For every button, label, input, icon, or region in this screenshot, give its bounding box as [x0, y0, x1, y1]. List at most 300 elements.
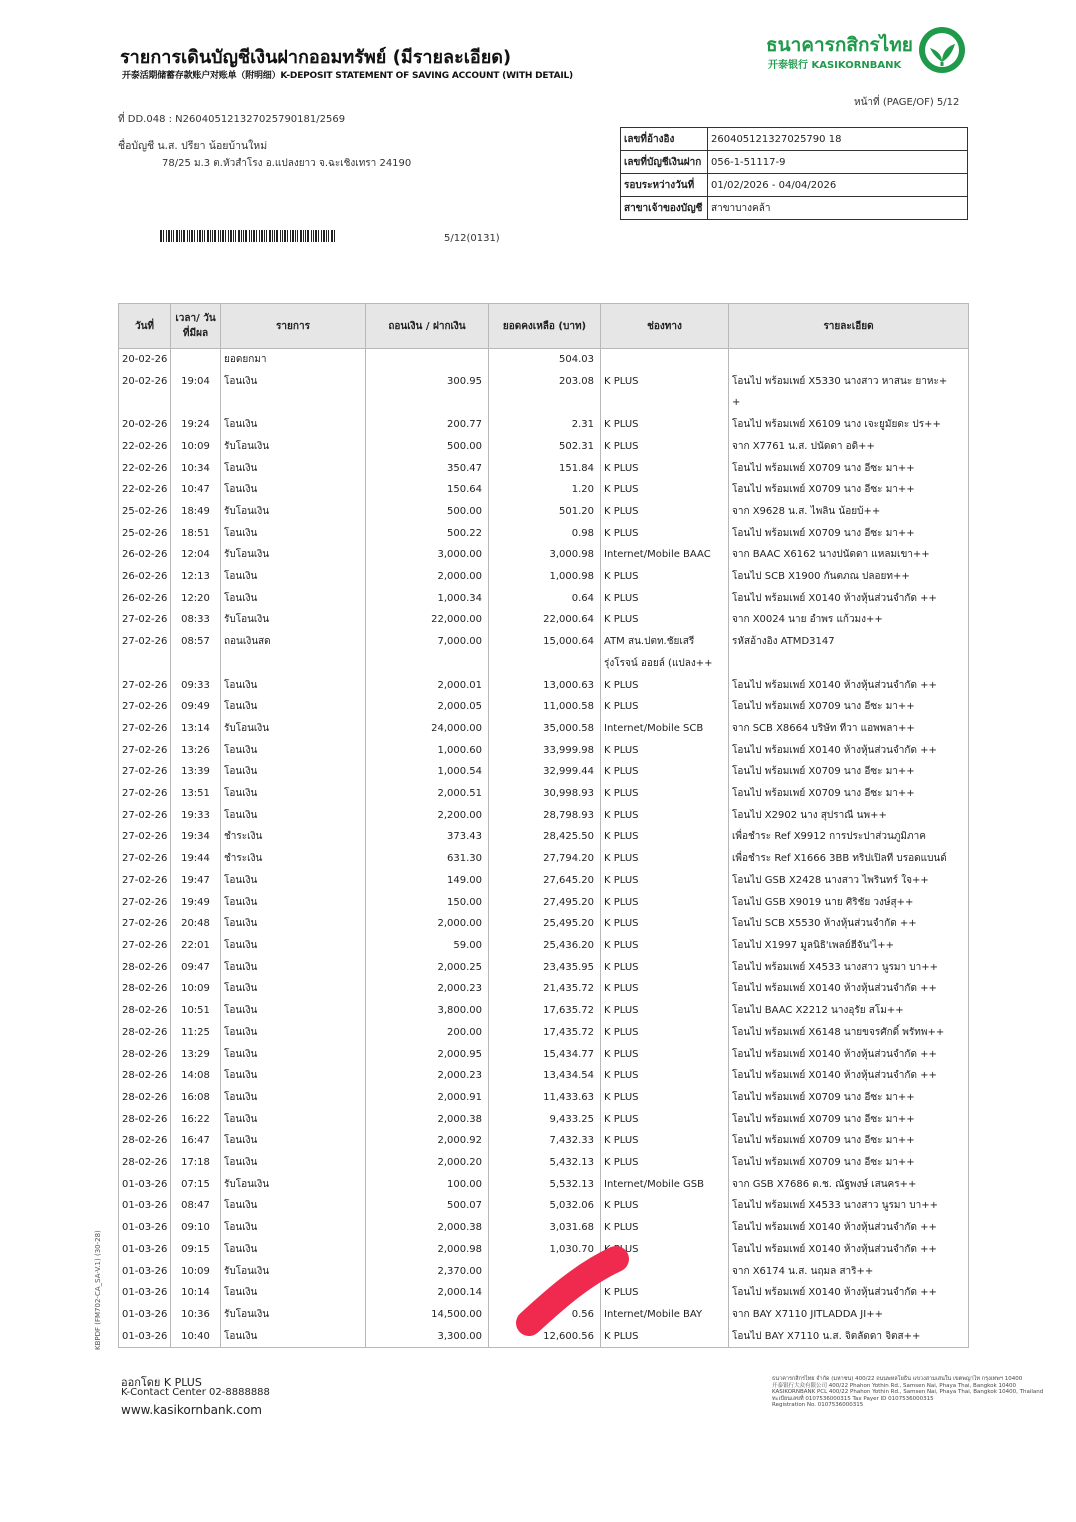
table-cell: 27-02-26 — [119, 892, 171, 914]
table-cell: 5,432.13 — [489, 1152, 601, 1174]
table-cell: 27-02-26 — [119, 718, 171, 740]
table-cell: 3,300.00 — [366, 1326, 489, 1348]
table-row — [119, 935, 969, 957]
table-cell: 13:14 — [171, 718, 221, 740]
table-cell: 30,998.93 — [489, 783, 601, 805]
table-cell: โอนเงิน — [221, 761, 366, 783]
table-cell: K PLUS — [601, 1044, 729, 1066]
table-cell: โอนไป พร้อมเพย์ X0140 ห้างหุ้นส่วนจำกัด ++ — [729, 978, 969, 1000]
table-cell: K PLUS — [601, 826, 729, 848]
table-cell: โอนเงิน — [221, 1044, 366, 1066]
table-cell: เพื่อชำระ Ref X9912 การประปาส่วนภูมิภาค — [729, 826, 969, 848]
table-cell: K PLUS — [601, 588, 729, 610]
table-cell: โอนไป พร้อมเพย์ X0709 นาง อีซะ มา++ — [729, 761, 969, 783]
account-info-table — [620, 127, 968, 220]
table-cell: K PLUS — [601, 1022, 729, 1044]
table-cell — [366, 392, 489, 414]
table-cell: 19:24 — [171, 414, 221, 436]
table-cell: 2,000.98 — [366, 1239, 489, 1261]
table-cell: K PLUS — [601, 1195, 729, 1217]
table-cell: 2,000.51 — [366, 783, 489, 805]
table-cell: K PLUS — [601, 696, 729, 718]
column-header: รายละเอียด — [729, 304, 969, 349]
table-cell: K PLUS — [601, 1282, 729, 1304]
issued-by: ออกโดย K PLUS — [121, 1376, 202, 1389]
table-cell: 27,794.20 — [489, 848, 601, 870]
table-cell: 27-02-26 — [119, 870, 171, 892]
table-cell: K PLUS — [601, 1130, 729, 1152]
table-cell: ชำระเงิน — [221, 826, 366, 848]
table-row — [119, 1109, 969, 1131]
table-row — [119, 870, 969, 892]
document-reference: ที่ DD.048 : N260405121327025790181/2569 — [118, 114, 346, 125]
table-cell: K PLUS — [601, 523, 729, 545]
kasikornbank-logo-icon — [918, 26, 966, 74]
table-cell — [171, 392, 221, 414]
statement-title-en: 开泰活期储蓄存款账户对账单（附明细）K-DEPOSIT STATEMENT OF SAVING ACCOUNT (WITH DETAIL) — [122, 71, 573, 81]
info-value: 260405121327025790 18 — [708, 128, 968, 151]
table-cell: โอนเงิน — [221, 783, 366, 805]
table-cell: โอนไป พร้อมเพย์ X0140 ห้างหุ้นส่วนจำกัด ++ — [729, 588, 969, 610]
table-cell: 27,645.20 — [489, 870, 601, 892]
table-cell: K PLUS — [601, 1065, 729, 1087]
table-cell: โอนไป GSB X9019 นาย ศิริชัย วงษ์สุ++ — [729, 892, 969, 914]
table-cell: โอนเงิน — [221, 523, 366, 545]
table-cell: โอนไป พร้อมเพย์ X0709 นาง อีซะ มา++ — [729, 523, 969, 545]
table-row — [119, 1195, 969, 1217]
table-cell: 17,635.72 — [489, 1000, 601, 1022]
table-cell: 3 — [489, 1261, 601, 1283]
table-cell — [119, 392, 171, 414]
table-cell: 08:33 — [171, 609, 221, 631]
table-cell: 27-02-26 — [119, 675, 171, 697]
table-cell: 373.43 — [366, 826, 489, 848]
table-cell: 14:08 — [171, 1065, 221, 1087]
table-cell: K PLUS — [601, 1109, 729, 1131]
table-cell: รับโอนเงิน — [221, 718, 366, 740]
table-cell: 19:04 — [171, 371, 221, 393]
table-cell: 19:34 — [171, 826, 221, 848]
table-cell: 1.20 — [489, 479, 601, 501]
table-cell: 9,433.25 — [489, 1109, 601, 1131]
table-cell: โอนไป พร้อมเพย์ X4533 นางสาว นูรมา บา++ — [729, 957, 969, 979]
table-cell: โอนไป พร้อมเพย์ X0709 นาง อีซะ มา++ — [729, 1109, 969, 1131]
table-cell: 150.00 — [366, 892, 489, 914]
table-cell: โอนไป พร้อมเพย์ X0709 นาง อีซะ มา++ — [729, 1152, 969, 1174]
account-name: ชื่อบัญชี น.ส. ปรียา น้อยบ้านใหม่ — [118, 140, 268, 152]
table-cell: 14,500.00 — [366, 1304, 489, 1326]
table-cell: 100.00 — [366, 1174, 489, 1196]
table-cell: 07:15 — [171, 1174, 221, 1196]
table-cell: 22,000.00 — [366, 609, 489, 631]
table-cell: โอนไป GSB X2428 นางสาว ไพรินทร์ ใจ++ — [729, 870, 969, 892]
table-row — [119, 1000, 969, 1022]
table-cell: 22-02-26 — [119, 479, 171, 501]
table-cell: รับโอนเงิน — [221, 544, 366, 566]
table-cell: โอนไป พร้อมเพย์ X0140 ห้างหุ้นส่วนจำกัด ++ — [729, 1282, 969, 1304]
table-cell: โอนไป พร้อมเพย์ X0140 ห้างหุ้นส่วนจำกัด ++ — [729, 1217, 969, 1239]
table-row — [119, 371, 969, 393]
table-row — [119, 805, 969, 827]
table-cell: K PLUS — [601, 1000, 729, 1022]
table-cell: 12:13 — [171, 566, 221, 588]
table-cell: K PLUS — [601, 436, 729, 458]
table-cell: S — [601, 1261, 729, 1283]
table-cell: 13:29 — [171, 1044, 221, 1066]
table-cell: K PLUS — [601, 609, 729, 631]
table-cell: โอนไป พร้อมเพย์ X0709 นาง อีซะ มา++ — [729, 783, 969, 805]
table-cell: K PLUS — [601, 957, 729, 979]
table-cell: โอนเงิน — [221, 1152, 366, 1174]
table-cell: 0.56 — [489, 1304, 601, 1326]
redaction-mark — [521, 1245, 641, 1335]
table-cell: 28-02-26 — [119, 1000, 171, 1022]
table-cell: 500.07 — [366, 1195, 489, 1217]
table-cell: 151.84 — [489, 458, 601, 480]
table-cell: 28-02-26 — [119, 1065, 171, 1087]
table-cell: 26-02-26 — [119, 588, 171, 610]
table-cell: 11,433.63 — [489, 1087, 601, 1109]
page-code: 5/12(0131) — [444, 233, 500, 244]
table-cell: 09:15 — [171, 1239, 221, 1261]
table-cell: 2,000.00 — [366, 913, 489, 935]
table-cell: K PLUS — [601, 913, 729, 935]
table-cell: K PLUS — [601, 740, 729, 762]
table-cell: K PLUS — [601, 805, 729, 827]
table-cell: 10:36 — [171, 1304, 221, 1326]
table-cell: ยอดยกมา — [221, 349, 366, 371]
table-cell: 5,532.13 — [489, 1174, 601, 1196]
table-cell — [366, 653, 489, 675]
table-cell: 149.00 — [366, 870, 489, 892]
bank-website-link[interactable]: www.kasikornbank.com — [121, 1403, 262, 1417]
table-cell: 01-03-26 — [119, 1326, 171, 1348]
table-row — [119, 740, 969, 762]
table-cell: 0.98 — [489, 523, 601, 545]
table-row — [119, 414, 969, 436]
info-row — [621, 128, 968, 151]
table-cell: 300.95 — [366, 371, 489, 393]
table-cell: 17,435.72 — [489, 1022, 601, 1044]
table-cell: 0.64 — [489, 588, 601, 610]
table-cell: K PLUS — [601, 1326, 729, 1348]
table-cell: 27-02-26 — [119, 913, 171, 935]
fine-print-line: KASIKORNBANK PCL 400/22 Phahon Yothin Rd., Samsen Nai, Phaya Thai, Bangkok 10400, Thailand — [772, 1389, 1044, 1395]
table-cell: 01-03-26 — [119, 1195, 171, 1217]
table-row — [119, 1022, 969, 1044]
account-address: 78/25 ม.3 ต.หัวสำโรง อ.แปลงยาว จ.ฉะเชิงเทรา 24190 — [162, 158, 412, 169]
table-cell: โอนเงิน — [221, 957, 366, 979]
table-cell: โอนเงิน — [221, 566, 366, 588]
table-cell: 203.08 — [489, 371, 601, 393]
table-cell: จาก X6174 น.ส. นฤมล สาริ++ — [729, 1261, 969, 1283]
table-cell: + — [729, 392, 969, 414]
table-cell: 19:47 — [171, 870, 221, 892]
table-cell: โอนไป พร้อมเพย์ X4533 นางสาว นูรมา บา++ — [729, 1195, 969, 1217]
table-cell: 28-02-26 — [119, 1130, 171, 1152]
table-cell: 09:47 — [171, 957, 221, 979]
table-cell: 10:09 — [171, 1261, 221, 1283]
fine-print-line: Registration No. 0107536000315 — [772, 1402, 864, 1408]
table-row — [119, 761, 969, 783]
table-cell: 20:48 — [171, 913, 221, 935]
table-cell: โอนเงิน — [221, 1239, 366, 1261]
table-cell: 3,000.98 — [489, 544, 601, 566]
table-cell: 01-03-26 — [119, 1174, 171, 1196]
table-row — [119, 957, 969, 979]
table-cell: 35,000.58 — [489, 718, 601, 740]
table-cell: 3,800.00 — [366, 1000, 489, 1022]
table-cell: 10:09 — [171, 978, 221, 1000]
table-cell: 24,000.00 — [366, 718, 489, 740]
table-cell: 13:26 — [171, 740, 221, 762]
table-cell: 01-03-26 — [119, 1217, 171, 1239]
table-cell: 13,000.63 — [489, 675, 601, 697]
table-cell: โอนเงิน — [221, 1195, 366, 1217]
table-cell: โอนเงิน — [221, 870, 366, 892]
table-cell: K PLUS — [601, 1217, 729, 1239]
info-value: 056-1-51117-9 — [708, 151, 968, 174]
table-cell: โอนเงิน — [221, 1326, 366, 1348]
info-value: 01/02/2026 - 04/04/2026 — [708, 174, 968, 197]
table-cell: โอนเงิน — [221, 1282, 366, 1304]
table-cell: 28-02-26 — [119, 1109, 171, 1131]
table-cell: 150.64 — [366, 479, 489, 501]
table-row — [119, 392, 969, 414]
table-row — [119, 566, 969, 588]
table-cell: 2,000.05 — [366, 696, 489, 718]
table-cell: 19:44 — [171, 848, 221, 870]
table-cell: 2,000.38 — [366, 1217, 489, 1239]
column-header: วันที่ — [119, 304, 171, 349]
table-cell: โอนไป พร้อมเพย์ X0140 ห้างหุ้นส่วนจำกัด ++ — [729, 675, 969, 697]
table-cell: K PLUS — [601, 1239, 729, 1261]
table-cell: 25,436.20 — [489, 935, 601, 957]
table-cell: 12,600.56 — [489, 1326, 601, 1348]
statement-title-th: รายการเดินบัญชีเงินฝากออมทรัพย์ (มีรายละเอียด) — [120, 47, 512, 68]
barcode — [160, 230, 336, 242]
table-cell: 25-02-26 — [119, 501, 171, 523]
table-cell: K PLUS — [601, 892, 729, 914]
table-cell — [601, 349, 729, 371]
table-cell: 500.00 — [366, 501, 489, 523]
table-cell: ถอนเงินสด — [221, 631, 366, 653]
table-cell: 200.00 — [366, 1022, 489, 1044]
table-cell: 1,000.98 — [489, 566, 601, 588]
table-cell: โอนไป BAY X7110 น.ส. จิตลัดดา จิตส++ — [729, 1326, 969, 1348]
table-cell: 10:47 — [171, 479, 221, 501]
table-cell: 11,000.58 — [489, 696, 601, 718]
table-cell — [729, 349, 969, 371]
table-cell: 18:51 — [171, 523, 221, 545]
table-cell: 08:57 — [171, 631, 221, 653]
table-cell: รับโอนเงิน — [221, 1174, 366, 1196]
table-cell: 2,000.20 — [366, 1152, 489, 1174]
table-row — [119, 783, 969, 805]
table-cell — [221, 392, 366, 414]
table-cell: K PLUS — [601, 458, 729, 480]
page-indicator: หน้าที่ (PAGE/OF) 5/12 — [854, 97, 960, 108]
table-cell: Internet/Mobile GSB — [601, 1174, 729, 1196]
info-row — [621, 151, 968, 174]
form-code-note: KBPDF (FM702-CA_SA-V.1) (30-28) — [94, 1230, 102, 1350]
table-cell: 7,000.00 — [366, 631, 489, 653]
table-cell: 27-02-26 — [119, 631, 171, 653]
table-cell: โอนเงิน — [221, 696, 366, 718]
table-cell: โอนเงิน — [221, 1087, 366, 1109]
fine-print-line: 开泰银行大众有限公司 400/22 Phahon Yothin Rd., Samsen Nai, Phaya Thai, Bangkok 10400 — [772, 1382, 1016, 1389]
table-row — [119, 1044, 969, 1066]
table-cell: โอนไป SCB X1900 กันตภณ ปลอยท++ — [729, 566, 969, 588]
table-row — [119, 501, 969, 523]
table-cell: K PLUS — [601, 1087, 729, 1109]
table-cell: 350.47 — [366, 458, 489, 480]
table-cell: 7,432.33 — [489, 1130, 601, 1152]
table-cell: 11:25 — [171, 1022, 221, 1044]
table-row — [119, 1087, 969, 1109]
table-cell: K PLUS — [601, 783, 729, 805]
table-cell: K PLUS — [601, 675, 729, 697]
table-cell: 502.31 — [489, 436, 601, 458]
table-cell: 26-02-26 — [119, 566, 171, 588]
table-cell: โอนเงิน — [221, 892, 366, 914]
table-cell: ชำระเงิน — [221, 848, 366, 870]
column-header: เวลา/ วันที่มีผล — [171, 304, 221, 349]
table-row — [119, 718, 969, 740]
table-cell: รับโอนเงิน — [221, 1261, 366, 1283]
table-cell: 25-02-26 — [119, 523, 171, 545]
table-cell: 19:49 — [171, 892, 221, 914]
info-label: รอบระหว่างวันที่ — [621, 174, 708, 197]
table-cell: 10:14 — [171, 1282, 221, 1304]
table-cell: โอนไป พร้อมเพย์ X6109 นาง เจะยูมัยดะ ปร++ — [729, 414, 969, 436]
table-cell: รหัสอ้างอิง ATMD3147 — [729, 631, 969, 653]
bank-name-th: ธนาคารกสิกรไทย — [766, 34, 913, 56]
table-cell — [171, 653, 221, 675]
table-cell: โอนเงิน — [221, 479, 366, 501]
table-cell: 27-02-26 — [119, 935, 171, 957]
table-cell: 12:04 — [171, 544, 221, 566]
table-cell: 09:33 — [171, 675, 221, 697]
table-cell: 33,999.98 — [489, 740, 601, 762]
table-cell: 10:34 — [171, 458, 221, 480]
table-row — [119, 913, 969, 935]
table-cell — [729, 653, 969, 675]
table-cell: โอนไป พร้อมเพย์ X0709 นาง อีซะ มา++ — [729, 696, 969, 718]
table-cell: 2,000.92 — [366, 1130, 489, 1152]
table-cell: 27-02-26 — [119, 696, 171, 718]
table-cell: โอนเงิน — [221, 805, 366, 827]
table-cell: โอนเงิน — [221, 1000, 366, 1022]
table-cell: K PLUS — [601, 848, 729, 870]
table-cell: 16:47 — [171, 1130, 221, 1152]
table-cell: โอนเงิน — [221, 740, 366, 762]
column-header: ยอดคงเหลือ (บาท) — [489, 304, 601, 349]
info-row — [621, 174, 968, 197]
table-cell: 18:49 — [171, 501, 221, 523]
table-cell: 22-02-26 — [119, 458, 171, 480]
info-value: สาขาบางคล้า — [708, 197, 968, 220]
table-cell: จาก GSB X7686 ด.ช. ณัฐพงษ์ เสนคร++ — [729, 1174, 969, 1196]
table-cell: โอนไป พร้อมเพย์ X0140 ห้างหุ้นส่วนจำกัด ++ — [729, 740, 969, 762]
table-cell: 28-02-26 — [119, 978, 171, 1000]
table-cell: Internet/Mobile SCB — [601, 718, 729, 740]
table-cell: 25,495.20 — [489, 913, 601, 935]
table-cell: 2,000.23 — [366, 1065, 489, 1087]
table-cell: 2.31 — [489, 414, 601, 436]
table-cell: K PLUS — [601, 978, 729, 1000]
table-cell: โอนไป X2902 นาง สุปราณี นพ++ — [729, 805, 969, 827]
table-cell: โอนไป พร้อมเพย์ X0140 ห้างหุ้นส่วนจำกัด ++ — [729, 1044, 969, 1066]
table-cell — [221, 653, 366, 675]
table-cell: 08:47 — [171, 1195, 221, 1217]
table-row — [119, 653, 969, 675]
table-cell: 1,000.34 — [366, 588, 489, 610]
table-cell: 10:09 — [171, 436, 221, 458]
table-cell: โอนไป X1997 มูลนิธิ'เพลย์ฮีจัน'ไ++ — [729, 935, 969, 957]
table-cell: 2,000.14 — [366, 1282, 489, 1304]
table-cell: 27-02-26 — [119, 783, 171, 805]
table-cell — [171, 349, 221, 371]
table-cell: 3,031.68 — [489, 1217, 601, 1239]
table-row — [119, 544, 969, 566]
table-cell: โอนเงิน — [221, 978, 366, 1000]
table-cell: 01-03-26 — [119, 1304, 171, 1326]
table-cell: รับโอนเงิน — [221, 501, 366, 523]
table-row — [119, 848, 969, 870]
table-row — [119, 978, 969, 1000]
table-cell: 5,032.06 — [489, 1195, 601, 1217]
table-cell: 2,000.23 — [366, 978, 489, 1000]
table-cell: 13,434.54 — [489, 1065, 601, 1087]
table-cell: 10:51 — [171, 1000, 221, 1022]
table-cell: โอนไป พร้อมเพย์ X0140 ห้างหุ้นส่วนจำกัด ++ — [729, 1065, 969, 1087]
table-cell: 27-02-26 — [119, 609, 171, 631]
table-cell: โอนเงิน — [221, 1022, 366, 1044]
table-cell: โอนเงิน — [221, 935, 366, 957]
table-cell: ATM สน.ปตท.ชัยเสรี — [601, 631, 729, 653]
table-cell: จาก X9628 น.ส. ไพลิน น้อยบ้++ — [729, 501, 969, 523]
column-header: ถอนเงิน / ฝากเงิน — [366, 304, 489, 349]
table-cell: โอนไป พร้อมเพย์ X0709 นาง อีซะ มา++ — [729, 1130, 969, 1152]
table-cell: 501.20 — [489, 501, 601, 523]
table-cell: 1,000.60 — [366, 740, 489, 762]
table-cell: 01-03-26 — [119, 1282, 171, 1304]
table-cell: 200.77 — [366, 414, 489, 436]
table-row — [119, 675, 969, 697]
table-cell: 28,425.50 — [489, 826, 601, 848]
table-cell: 22:01 — [171, 935, 221, 957]
bank-name-en: 开泰银行 KASIKORNBANK — [768, 60, 902, 71]
table-cell: 28-02-26 — [119, 1044, 171, 1066]
table-cell: โอนไป พร้อมเพย์ X5330 นางสาว หาสนะ ยาหะ+ — [729, 371, 969, 393]
table-cell: โอนเงิน — [221, 371, 366, 393]
table-cell: 16:22 — [171, 1109, 221, 1131]
table-cell: โอนเงิน — [221, 1217, 366, 1239]
table-cell: 27-02-26 — [119, 805, 171, 827]
table-cell: 22,000.64 — [489, 609, 601, 631]
table-cell: 28-02-26 — [119, 1087, 171, 1109]
table-header-row — [119, 304, 969, 349]
table-row — [119, 436, 969, 458]
table-cell: K PLUS — [601, 414, 729, 436]
table-row — [119, 458, 969, 480]
table-cell: 504.03 — [489, 349, 601, 371]
table-cell: 09:49 — [171, 696, 221, 718]
table-cell: K PLUS — [601, 501, 729, 523]
table-cell: โอนไป BAAC X2212 นางอุรัย สโม++ — [729, 1000, 969, 1022]
transactions-table — [118, 303, 969, 1348]
